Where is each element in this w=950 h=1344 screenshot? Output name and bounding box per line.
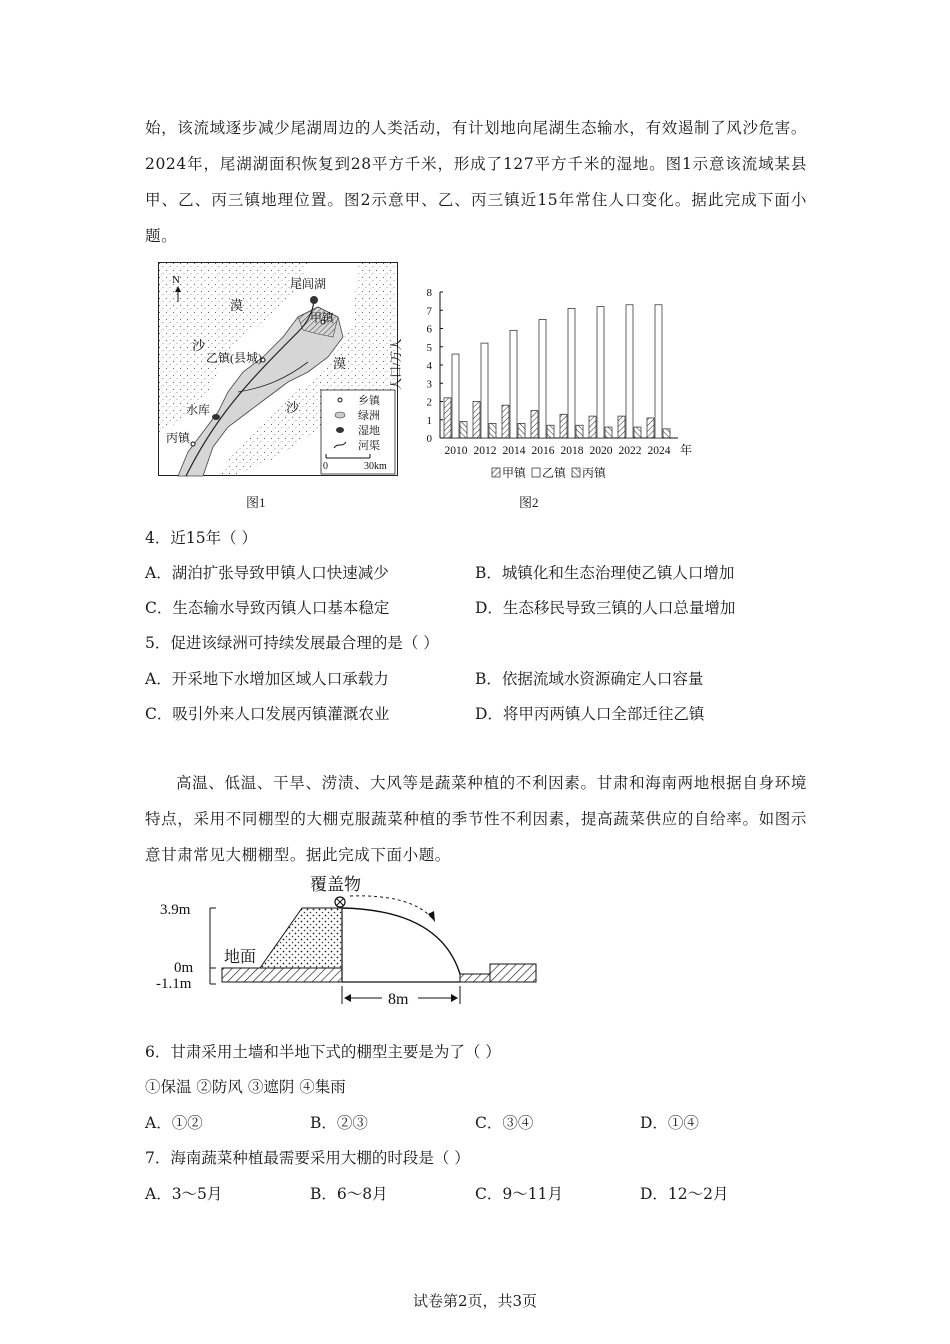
bar-yi-2016 <box>539 319 546 438</box>
bar-jia-2010 <box>444 398 451 438</box>
question-7-option-b[interactable]: B．6～8月 <box>310 1185 388 1203</box>
bar-yi-2010 <box>452 354 459 438</box>
bing-label: 丙镇 <box>166 431 191 445</box>
question-6-stem: 6．甘肃采用土墙和半地下式的棚型主要是为了（ ） <box>145 1043 501 1061</box>
figure-3-greenhouse-profile <box>150 872 550 1012</box>
question-5-option-c[interactable]: C．吸引外来人口发展丙镇灌溉农业 <box>145 705 390 723</box>
chart-x-tick-label: 2024 <box>647 445 671 457</box>
intro-paragraph-1: 始，该流域逐步减少尾湖周边的人类活动，有计划地向尾湖生态输水，有效遏制了风沙危害。2024年，尾湖湖面积恢复到28平方千米，形成了127平方千米的湿地。图1示意该流域某县甲、乙、丙三镇地理位置。图2示意甲、乙、丙三镇近15年常住人口变化。据此完成下面小题。 <box>145 119 807 245</box>
chart-y-tick-label: 6 <box>426 323 432 336</box>
greenhouse-arch <box>342 908 460 974</box>
bar-yi-2014 <box>510 330 517 438</box>
chart-y-tick-label: 5 <box>426 341 432 354</box>
question-6-option-d[interactable]: D．①④ <box>640 1114 699 1132</box>
question-6-items: ①保温 ②防风 ③遮阴 ④集雨 <box>145 1078 346 1096</box>
question-6-option-b[interactable]: B．②③ <box>310 1114 368 1132</box>
chart-legend-bing: 丙镇 <box>582 466 607 480</box>
terminal-lake <box>310 296 318 304</box>
chart-y-tick-label: 8 <box>426 287 432 299</box>
earth-wall <box>260 908 342 968</box>
chart-x-ticks <box>445 445 671 457</box>
chart-x-tick-label: 2014 <box>502 445 526 457</box>
cover-label: 覆盖物 <box>310 875 361 894</box>
question-7-stem: 7．海南蔬菜种植最需要采用大棚的时段是（ ） <box>145 1149 470 1167</box>
ground-left <box>222 968 342 982</box>
lake-label: 尾闾湖 <box>290 277 327 291</box>
chart-x-suffix: 年 <box>680 443 693 457</box>
jia-label: 甲镇 <box>310 311 335 325</box>
question-4-option-a[interactable]: A．湖泊扩张导致甲镇人口快速减少 <box>145 564 389 582</box>
bar-bing-2010 <box>460 422 467 438</box>
desert-label-sha2: 沙 <box>286 400 300 415</box>
chart-x-tick-label: 2020 <box>589 445 613 457</box>
chart-legend <box>492 465 607 480</box>
bar-yi-2024 <box>655 305 662 438</box>
question-5-stem: 5．促进该绿洲可持续发展最合理的是（ ） <box>145 634 439 652</box>
ground-label: 地面 <box>224 949 257 966</box>
reservoir-label: 水库 <box>186 403 211 417</box>
chart-x-tick-label: 2016 <box>531 445 555 457</box>
desert-label-mo1: 漠 <box>230 298 244 313</box>
chart-y-tick-label: 7 <box>426 305 432 318</box>
chart-y-tick-label: 0 <box>426 433 432 445</box>
town-bing-marker <box>191 442 195 446</box>
height-top-label: 3.9m <box>160 902 191 918</box>
chart-y-ticks <box>427 287 444 445</box>
chart-y-label: 人口/万人 <box>389 338 403 390</box>
chart-y-tick-label: 4 <box>426 360 432 372</box>
question-7-option-c[interactable]: C．9～11月 <box>475 1185 563 1203</box>
height-bottom-label: -1.1m <box>156 976 192 992</box>
question-7-option-a[interactable]: A．3～5月 <box>145 1185 223 1203</box>
chart-legend-jia: 甲镇 <box>502 466 527 480</box>
question-4-stem: 4．近15年（ ） <box>145 529 258 547</box>
bar-bing-2012 <box>489 423 496 438</box>
scale-end: 30km <box>364 461 387 472</box>
bar-yi-2022 <box>626 305 633 438</box>
desert-label-sha1: 沙 <box>192 338 206 353</box>
reservoir-marker <box>212 414 220 420</box>
yi-label: 乙镇(县城) <box>206 351 262 365</box>
question-4-option-c[interactable]: C．生态输水导致丙镇人口基本稳定 <box>145 599 390 617</box>
height-zero-label: 0m <box>174 960 194 976</box>
question-5-option-b[interactable]: B．依据流域水资源确定人口容量 <box>475 670 704 688</box>
legend-wetland: 湿地 <box>358 425 380 437</box>
legend-town: 乡镇 <box>358 395 380 407</box>
width-label: 8m <box>388 991 409 1008</box>
chart-x-tick-label: 2010 <box>444 445 468 457</box>
north-label: N <box>172 274 180 286</box>
bar-bing-2020 <box>605 427 612 438</box>
bar-yi-2020 <box>597 307 604 438</box>
bar-bing-2024 <box>663 429 670 438</box>
ground-right-step <box>460 974 490 982</box>
bar-jia-2016 <box>531 411 538 438</box>
scale-start: 0 <box>323 461 328 472</box>
chart-y-tick-label: 2 <box>426 396 432 409</box>
chart-legend-yi: 乙镇 <box>542 466 567 480</box>
figure-2-bar-chart <box>389 282 696 487</box>
bar-jia-2014 <box>502 405 509 438</box>
bar-bing-2014 <box>518 423 525 438</box>
page-footer: 试卷第2页，共3页 <box>412 1292 538 1310</box>
bar-jia-2022 <box>618 416 625 438</box>
question-6-option-c[interactable]: C．③④ <box>475 1114 534 1132</box>
question-5-option-a[interactable]: A．开采地下水增加区域人口承载力 <box>145 670 389 688</box>
desert-label-mo2: 漠 <box>333 356 347 371</box>
question-5-option-d[interactable]: D．将甲丙两镇人口全部迁往乙镇 <box>475 705 705 723</box>
chart-x-tick-label: 2012 <box>473 445 497 457</box>
chart-x-tick-label: 2022 <box>618 445 642 457</box>
figure-1-caption: 图1 <box>246 495 266 510</box>
legend-oasis: 绿洲 <box>358 410 380 422</box>
chart-x-tick-label: 2018 <box>560 445 584 457</box>
figure-1-map <box>158 262 398 476</box>
question-6-option-a[interactable]: A．①② <box>145 1114 203 1132</box>
bar-bing-2018 <box>576 425 583 438</box>
chart-y-tick-label: 1 <box>426 414 432 427</box>
bar-yi-2012 <box>481 343 488 438</box>
bar-jia-2018 <box>560 414 567 438</box>
question-4-option-b[interactable]: B．城镇化和生态治理使乙镇人口增加 <box>475 564 735 582</box>
bar-bing-2022 <box>634 427 641 438</box>
bar-jia-2020 <box>589 416 596 438</box>
ground-right <box>490 964 536 982</box>
chart-y-tick-label: 3 <box>426 378 432 391</box>
bar-jia-2024 <box>647 418 654 438</box>
bar-bing-2016 <box>547 425 554 438</box>
figure-2-caption: 图2 <box>519 495 539 510</box>
map-legend <box>321 390 395 474</box>
legend-river: 河渠 <box>358 440 380 452</box>
intro-paragraph-2: 高温、低温、干旱、涝渍、大风等是蔬菜种植的不利因素。甘肃和海南两地根据自身环境特点，采用不同棚型的大棚克服蔬菜种植的季节性不利因素，提高蔬菜供应的自给率。如图示意甘肃常见大棚棚型。据此完成下面小题。 <box>145 774 807 864</box>
bar-yi-2018 <box>568 308 575 438</box>
question-4-option-d[interactable]: D．生态移民导致三镇的人口总量增加 <box>475 599 736 617</box>
chart-bars <box>444 305 670 438</box>
bar-jia-2012 <box>473 402 480 439</box>
question-7-option-d[interactable]: D．12～2月 <box>640 1185 729 1203</box>
